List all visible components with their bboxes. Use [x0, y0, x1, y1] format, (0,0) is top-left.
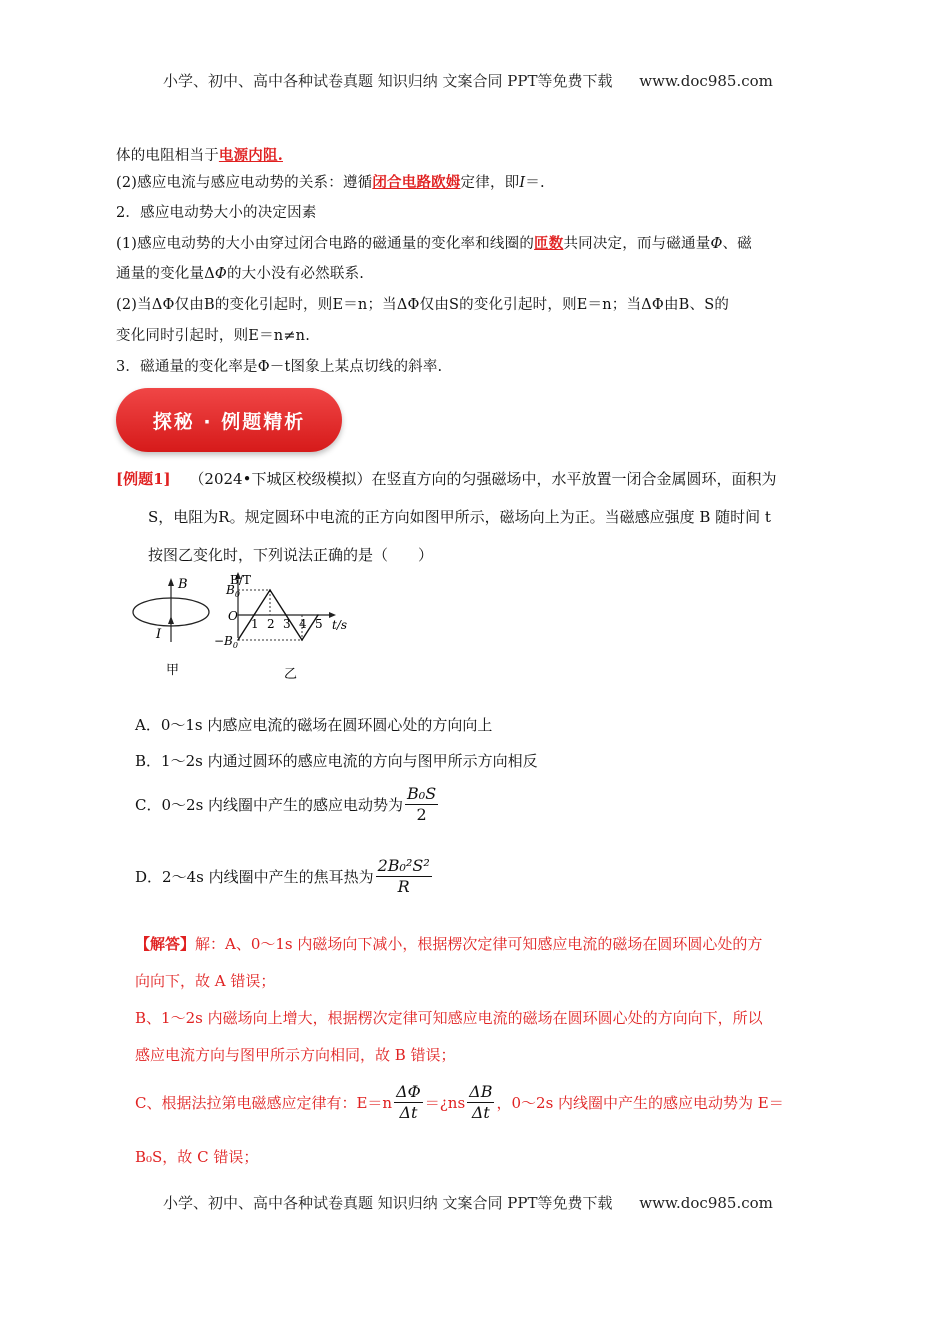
answer-line-5: [135, 1082, 784, 1123]
answer-line-3: B、1～2s 内磁场向上增大，根据楞次定律可知感应电流的磁场在圆环圆心处的方向向下，所以: [135, 1009, 763, 1027]
fraction-numerator: B₀S: [407, 784, 437, 803]
question-line-1: [116, 468, 776, 489]
answer-text: 解：A、0～1s 内磁场向下减小，根据楞次定律可知感应电流的磁场在圆环圆心处的方: [195, 935, 763, 953]
neg-b0-label: $-B_0$: [214, 634, 238, 650]
origin-label: O: [228, 609, 238, 623]
i-label: I: [156, 627, 162, 642]
variable: Φ: [214, 266, 227, 282]
note-line-6: (2)当ΔΦ仅由B的变化引起时，则E＝n；当ΔΦ仅由S的变化引起时，则E＝n；当ΔΦ由B、S的: [116, 297, 730, 313]
answer-text: ，0～2s 内线圈中产生的感应电动势为 E＝: [496, 1094, 784, 1112]
note-text: (1)感应电动势的大小由穿过闭合电路的磁通量的变化率和线圈的: [116, 236, 535, 252]
fraction-numerator: ΔB: [469, 1082, 493, 1101]
variable: I: [519, 175, 526, 191]
header-text: 小学、初中、高中各种试卷真题 知识归纳 文案合同 PPT等免费下载: [163, 72, 613, 90]
note-text: ＝.: [525, 175, 545, 191]
answer-line-2: 向向下，故 A 错误；: [135, 972, 276, 990]
x-tick-label: 1: [251, 617, 259, 631]
fraction-denominator: 2: [416, 805, 427, 824]
note-line-5: [116, 264, 364, 284]
note-line-1: [116, 146, 283, 166]
question-line-2: S，电阻为R。规定圆环中电流的正方向如图甲所示，磁场向上为正。当磁感应强度 B 随时间 t: [148, 508, 771, 526]
footer-text: 小学、初中、高中各种试卷真题 知识归纳 文案合同 PPT等免费下载: [163, 1194, 613, 1212]
option-d-text: D．2～4s 内线圈中产生的焦耳热为: [135, 868, 374, 886]
fraction-numerator: ΔΦ: [396, 1082, 421, 1101]
y-axis-label: B/T: [230, 573, 251, 587]
highlight-term: 电源内阻.: [218, 147, 283, 164]
fraction-denominator: Δt: [471, 1103, 490, 1122]
answer-line-4: 感应电流方向与图甲所示方向相同，故 B 错误；: [135, 1046, 456, 1064]
option-b: B．1～2s 内通过圆环的感应电流的方向与图甲所示方向相反: [135, 752, 538, 770]
answer-tag: 【解答】: [135, 935, 196, 953]
x-tick-label: 5: [315, 617, 323, 631]
variable: Φ: [710, 236, 723, 252]
note-line-2: [116, 173, 545, 193]
data-point: [269, 589, 271, 591]
note-text: 定律，即: [460, 175, 520, 191]
answer-text: C、根据法拉第电磁感应定律有：E＝n: [135, 1094, 393, 1112]
caption-jia: 甲: [166, 663, 180, 678]
badge-label: 探秘 · 例题精析: [152, 410, 306, 433]
highlight-term: 闭合电路欧姆: [372, 174, 461, 191]
answer-text: ＝¿ns: [424, 1094, 466, 1112]
arrow-up-icon: [168, 578, 174, 586]
fraction-denominator: Δt: [399, 1103, 418, 1122]
page-header: [163, 70, 773, 91]
note-line-3: 2．感应电动势大小的决定因素: [116, 205, 317, 221]
answer-fraction-2: [467, 1082, 494, 1123]
answer-line-1: [135, 933, 762, 954]
page-footer: [163, 1192, 773, 1213]
option-a: A．0～1s 内感应电流的磁场在圆环圆心处的方向向上: [135, 716, 493, 734]
x-tick-label: 2: [267, 617, 275, 631]
fraction-denominator: R: [397, 877, 410, 896]
question-tag: [例题1]: [116, 470, 171, 488]
x-tick-label: 4: [299, 617, 307, 631]
note-text: (2)感应电流与感应电动势的关系：遵循: [116, 175, 373, 191]
option-d: [135, 856, 434, 897]
data-point: [253, 614, 255, 616]
x-axis-label: t/s: [332, 618, 348, 632]
question-line-3: 按图乙变化时，下列说法正确的是（ ）: [148, 546, 434, 564]
caption-yi: 乙: [284, 667, 298, 682]
current-arrow-icon: [168, 616, 174, 624]
fraction-numerator: 2B₀²S²: [377, 856, 430, 875]
x-tick-label: 3: [283, 617, 291, 631]
note-text: 体的电阻相当于: [116, 148, 219, 164]
note-text: 、磁: [722, 236, 752, 252]
question-text: （2024•下城区校级模拟）在竖直方向的匀强磁场中，水平放置一闭合金属圆环，面积为: [189, 470, 777, 488]
note-text: 通量的变化量Δ: [116, 266, 215, 282]
b-label: B: [178, 577, 188, 592]
data-point: [285, 614, 287, 616]
note-line-8: 3．磁通量的变化率是Φ－t图象上某点切线的斜率.: [116, 359, 443, 375]
section-badge: [116, 388, 342, 452]
note-text: 的大小没有必然联系.: [226, 266, 365, 282]
answer-line-6: B₀S，故 C 错误；: [135, 1148, 259, 1166]
footer-site: www.doc985.com: [639, 1194, 773, 1212]
header-site: www.doc985.com: [639, 72, 773, 90]
option-c-fraction: [405, 784, 438, 825]
note-line-7: 变化同时引起时，则E＝n≠n.: [116, 328, 311, 344]
data-point: [301, 639, 303, 641]
option-c-text: C．0～2s 内线圈中产生的感应电动势为: [135, 796, 404, 814]
figure-yi: [208, 570, 358, 686]
option-d-fraction: [376, 856, 432, 897]
highlight-term: 匝数: [534, 235, 564, 252]
option-c: [135, 784, 440, 825]
answer-fraction-1: [394, 1082, 423, 1123]
note-text: 共同决定，而与磁通量: [563, 236, 711, 252]
note-line-4: [116, 234, 752, 254]
data-point: [317, 614, 319, 616]
b0-label: $B_0$: [226, 583, 240, 599]
